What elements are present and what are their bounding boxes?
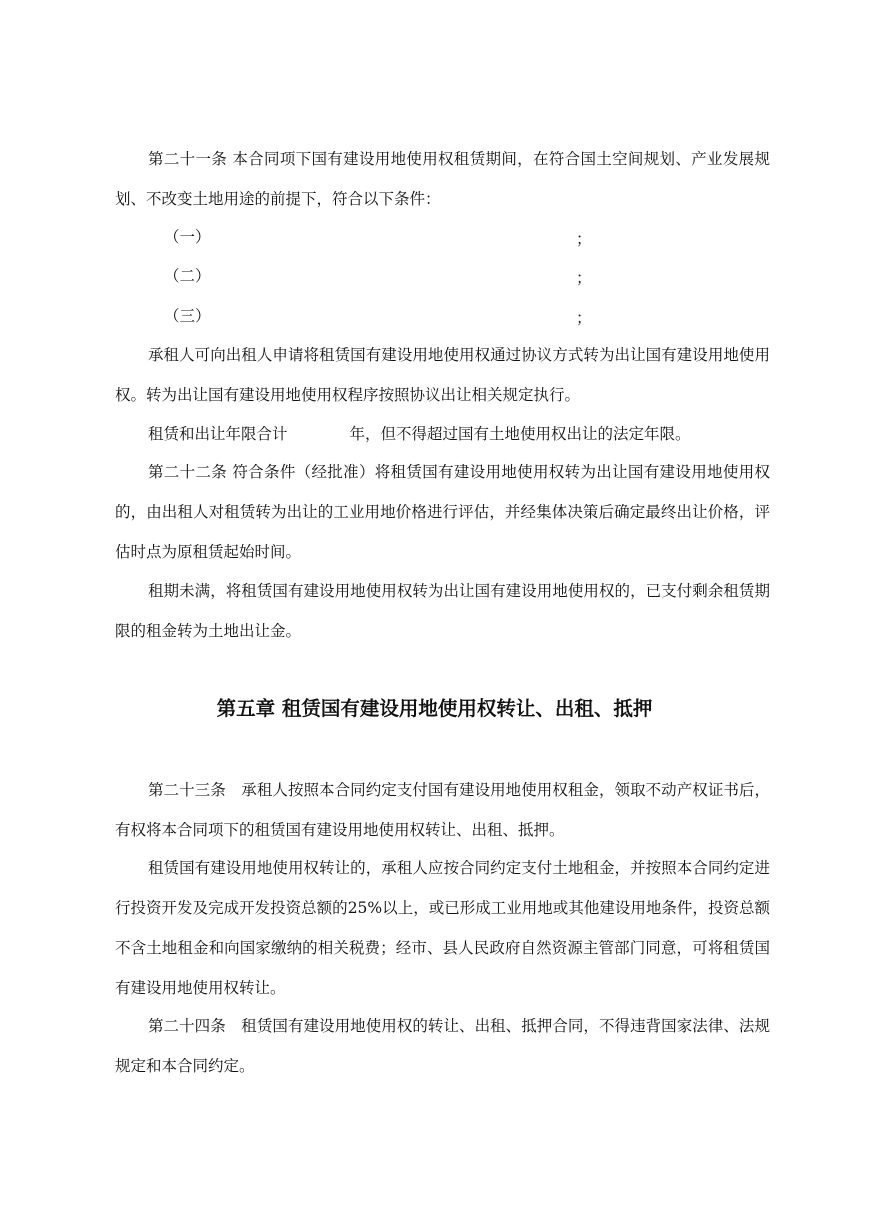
article-24-paragraph: 第二十四条 租赁国有建设用地使用权的转让、出租、抵押合同，不得违背国家法律、法规规定和本合同约定。 (115, 1017, 770, 1075)
term-text-before: 租赁和出让年限合计 (148, 425, 288, 443)
condition-1-label: （一） (164, 228, 211, 246)
term-text-after: 年，但不得超过国有土地使用权出让的法定年限。 (349, 425, 691, 443)
transfer-conditions-paragraph: 租赁国有建设用地使用权转让的，承租人应按合同约定支付土地租金，并按照本合同约定进行投资开发及完成开发投资总额的25%以上，或已形成工业用地或其他建设用地条件，投资总额不含土地租金和向国家缴纳的相关税费；经市、县人民政府自然资源主管部门同意，可将租赁国有建设用地使用权转让。 (115, 859, 770, 997)
chapter-5-title: 第五章 租赁国有建设用地使用权转让、出租、抵押 (216, 697, 653, 720)
conversion-application-paragraph: 承租人可向出租人申请将租赁国有建设用地使用权通过协议方式转为出让国有建设用地使用权。转为出让国有建设用地使用权程序按照协议出让相关规定执行。 (115, 346, 770, 404)
article-21-paragraph: 第二十一条 本合同项下国有建设用地使用权租赁期间，在符合国土空间规划、产业发展规划、不改变土地用途的前提下，符合以下条件： (115, 150, 770, 208)
condition-1-blank-end: ； (576, 230, 592, 248)
condition-3-label: （三） (164, 307, 211, 325)
condition-2-blank-end: ； (576, 269, 592, 287)
term-total-paragraph (115, 414, 770, 454)
unexpired-lease-paragraph: 租期未满，将租赁国有建设用地使用权转为出让国有建设用地使用权的，已支付剩余租赁期限的租金转为土地出让金。 (115, 582, 770, 640)
article-22-paragraph: 第二十二条 符合条件（经批准）将租赁国有建设用地使用权转为出让国有建设用地使用权的，由出租人对租赁转为出让的工业用地价格进行评估，并经集体决策后确定最终出让价格，评估时点为原租赁起始时间。 (115, 463, 770, 561)
condition-3-blank-end: ； (576, 309, 592, 327)
article-23-paragraph: 第二十三条 承租人按照本合同约定支付国有建设用地使用权租金，领取不动产权证书后，有权将本合同项下的租赁国有建设用地使用权转让、出租、抵押。 (115, 781, 770, 839)
condition-2-label: （二） (164, 267, 211, 285)
